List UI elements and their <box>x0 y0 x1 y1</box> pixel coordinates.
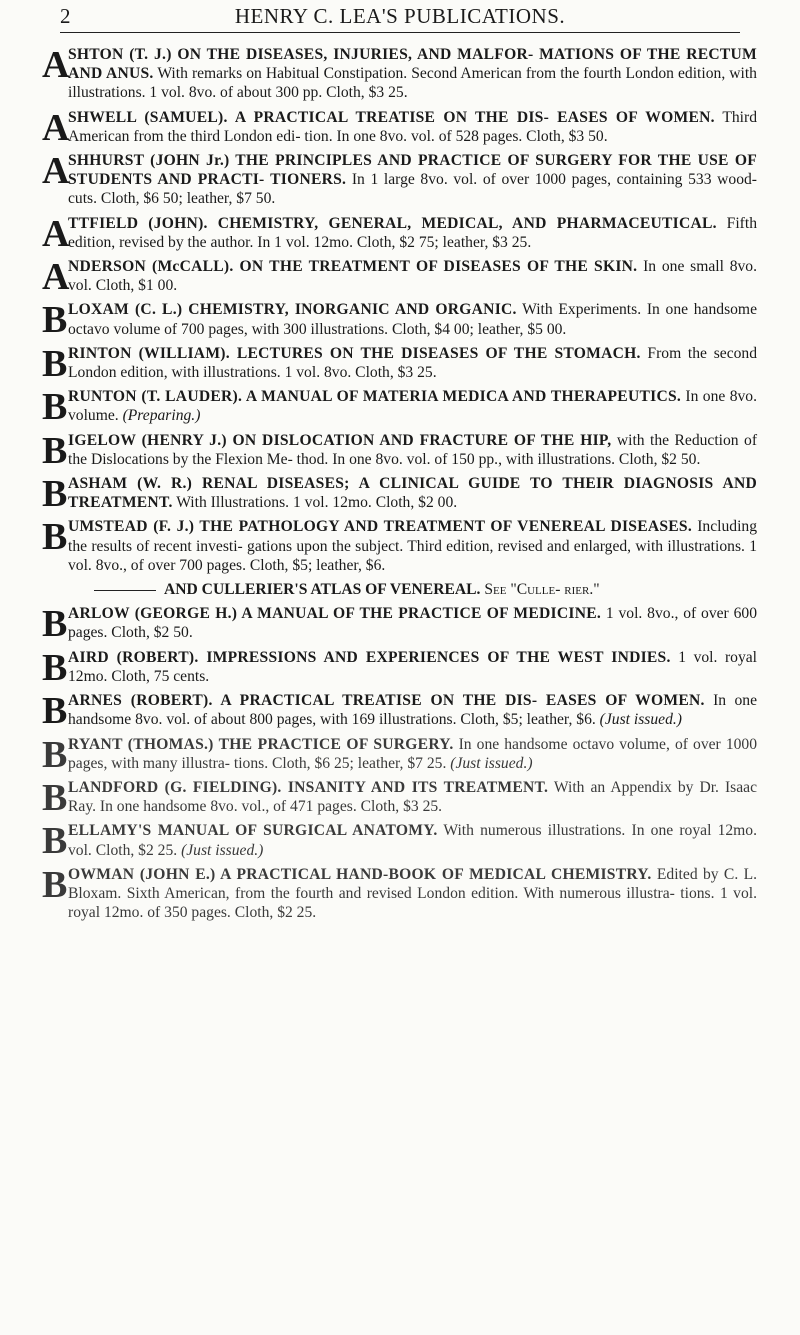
catalogue-entry <box>42 45 757 103</box>
entry-initial: B <box>42 690 68 733</box>
catalogue-entry <box>42 517 757 575</box>
entry-initial: A <box>42 106 70 149</box>
catalogue-entry <box>42 865 757 923</box>
entry-initial: A <box>42 44 70 86</box>
entry-body: 1 vol. royal 12mo. Cloth, 75 cents. <box>68 648 758 685</box>
entry-initial: B <box>42 776 68 819</box>
entry-heading: ASHAM (W. R.) RENAL DISEASES; A CLINICAL GUIDE TO THEIR DIAGNOSIS AND TREATMENT. <box>68 475 757 512</box>
entry-initial: B <box>42 429 68 472</box>
cross-reference-heading: AND CULLERIER'S ATLAS OF VENEREAL. <box>164 581 481 599</box>
catalogue-entry <box>42 733 758 776</box>
entry-heading: ARLOW (GEORGE H.) A MANUAL OF THE PRACTICE OF MEDICINE. <box>68 605 602 623</box>
entry-body: Including the results of recent investi- gations upon the subject. Third edition, revised and enlarged, with illustrations. 1 vol. 8vo., of over 700 pages. Cloth, $5; leather, $6. <box>68 518 757 574</box>
catalogue-entry <box>42 429 758 472</box>
entry-initial: B <box>42 342 68 385</box>
entry-body: with the Reduction of the Dislocations by the Flexion Me- thod. In one 8vo. vol. of 150 pp., with illustrations. Cloth, $2 50. <box>68 431 758 468</box>
entry-body: In one handsome 8vo. vol. of about 800 pages, with 169 illustrations. Cloth, $5; leather, $6. <box>68 692 757 729</box>
entry-initial: B <box>42 820 68 863</box>
catalogue-entry <box>42 646 758 689</box>
catalogue-entries <box>42 45 757 927</box>
entry-initial: A <box>42 212 70 255</box>
entry-body: Edited by C. L. Bloxam. Sixth American, from the fourth and revised London edition. With numerous illustra- tions. 1 vol. royal 12mo. of 350 pages. Cloth, $2 25. <box>68 865 758 922</box>
entry-body: In 1 large 8vo. vol. of over 1000 pages, containing 533 wood-cuts. Cloth, $6 50; leather, $7 50. <box>68 171 757 208</box>
entry-body: In one 8vo. volume. <box>68 388 757 425</box>
entry-heading: ARNES (ROBERT). A PRACTICAL TREATISE ON THE DIS- EASES OF WOMEN. <box>68 692 705 710</box>
entry-heading: ELLAMY'S MANUAL OF SURGICAL ANATOMY. <box>68 822 438 840</box>
entry-initial: B <box>42 386 68 429</box>
entry-initial: A <box>42 256 70 299</box>
catalogue-entry <box>42 212 758 255</box>
entry-initial: B <box>42 733 68 776</box>
entry-initial: B <box>42 299 68 342</box>
catalogue-entry <box>42 151 757 209</box>
cross-reference <box>42 580 757 599</box>
entry-body: In one handsome octavo volume, of over 1000 pages, with many illustra- tions. Cloth, $6 25; leather, $7 25. <box>68 735 758 772</box>
entry-heading: UMSTEAD (F. J.) THE PATHOLOGY AND TREATMENT OF VENEREAL DISEASES. <box>68 518 693 536</box>
entry-initial: B <box>42 473 68 516</box>
entry-body: 1 vol. 8vo., of over 600 pages. Cloth, $2 50. <box>68 605 757 642</box>
entry-heading: RYANT (THOMAS.) THE PRACTICE OF SURGERY. <box>68 735 454 753</box>
entry-initial: A <box>42 150 70 193</box>
entry-note: (Preparing.) <box>122 407 201 425</box>
catalogue-entry <box>42 820 757 863</box>
entry-body: With remarks on Habitual Constipation. Second American from the fourth London edition, with illustrations. 1 vol. 8vo. of about 300 pp. Cloth, $3 25. <box>68 65 757 102</box>
entry-body: Third American from the third London edi- tion. In one 8vo. vol. of 528 pages. Cloth, $3 50. <box>68 108 757 145</box>
entry-heading: AIRD (ROBERT). IMPRESSIONS AND EXPERIENCES OF THE WEST INDIES. <box>68 648 671 666</box>
catalogue-entry <box>42 603 757 646</box>
entry-initial: B <box>42 603 68 646</box>
entry-note: (Just issued.) <box>450 754 533 772</box>
entry-heading: NDERSON (McCALL). ON THE TREATMENT OF DISEASES OF THE SKIN. <box>68 258 638 276</box>
entry-heading: TTFIELD (JOHN). CHEMISTRY, GENERAL, MEDICAL, AND PHARMACEUTICAL. <box>68 214 717 232</box>
entry-body: From the second London edition, with illustrations. 1 vol. 8vo. Cloth, $3 25. <box>68 344 758 382</box>
page-number: 2 <box>60 4 71 28</box>
entry-initial: B <box>42 646 68 689</box>
entry-body: With an Appendix by Dr. Isaac Ray. In one handsome 8vo. vol., of 471 pages. Cloth, $3 25. <box>68 778 757 816</box>
entry-heading: SHHURST (JOHN Jr.) THE PRINCIPLES AND PRACTICE OF SURGERY FOR THE USE OF STUDENTS AND PRACTI- TIONERS. <box>68 152 757 189</box>
entry-heading: SHWELL (SAMUEL). A PRACTICAL TREATISE ON THE DIS- EASES OF WOMEN. <box>68 108 715 126</box>
entry-heading: IGELOW (HENRY J.) ON DISLOCATION AND FRACTURE OF THE HIP, <box>68 431 612 449</box>
catalogue-entry <box>42 690 757 733</box>
catalogue-entry <box>42 776 757 819</box>
ditto-rule <box>94 590 156 591</box>
entry-initial: B <box>42 863 68 906</box>
entry-body: With Illustrations. 1 vol. 12mo. Cloth, $2 00. <box>172 494 458 512</box>
catalogue-entry <box>42 473 757 516</box>
page-header <box>60 2 740 33</box>
catalogue-entry <box>42 386 757 429</box>
entry-note: (Just issued.) <box>599 711 682 729</box>
entry-initial: B <box>42 516 68 559</box>
catalogue-entry <box>42 299 757 342</box>
entry-body: In one small 8vo. vol. Cloth, $1 00. <box>68 258 757 295</box>
entry-heading: RINTON (WILLIAM). LECTURES ON THE DISEASES OF THE STOMACH. <box>68 344 641 362</box>
entry-heading: RUNTON (T. LAUDER). A MANUAL OF MATERIA MEDICA AND THERAPEUTICS. <box>68 388 682 406</box>
entry-body: With numerous illustrations. In one royal 12mo. vol. Cloth, $2 25. <box>68 822 757 859</box>
catalogue-entry <box>42 342 758 385</box>
entry-heading: LANDFORD (G. FIELDING). INSANITY AND ITS TREATMENT. <box>68 778 549 796</box>
cross-reference-text: See "Culle- rier." <box>480 581 600 599</box>
entry-heading: OWMAN (JOHN E.) A PRACTICAL HAND-BOOK OF MEDICAL CHEMISTRY. <box>68 865 652 883</box>
running-head: HENRY C. LEA'S PUBLICATIONS. <box>234 4 566 28</box>
entry-heading: LOXAM (C. L.) CHEMISTRY, INORGANIC AND ORGANIC. <box>68 301 517 319</box>
entry-note: (Just issued.) <box>181 841 264 859</box>
catalogue-entry <box>42 256 757 299</box>
entry-heading: SHTON (T. J.) ON THE DISEASES, INJURIES, AND MALFOR- MATIONS OF THE RECTUM AND ANUS. <box>68 46 757 83</box>
entry-body: With Experiments. In one handsome octavo volume of 700 pages, with 300 illustrations. Cloth, $4 00; leather, $5 00. <box>68 301 757 338</box>
catalogue-entry <box>42 106 757 149</box>
entry-body: Fifth edition, revised by the author. In 1 vol. 12mo. Cloth, $2 75; leather, $3 25. <box>68 214 758 251</box>
